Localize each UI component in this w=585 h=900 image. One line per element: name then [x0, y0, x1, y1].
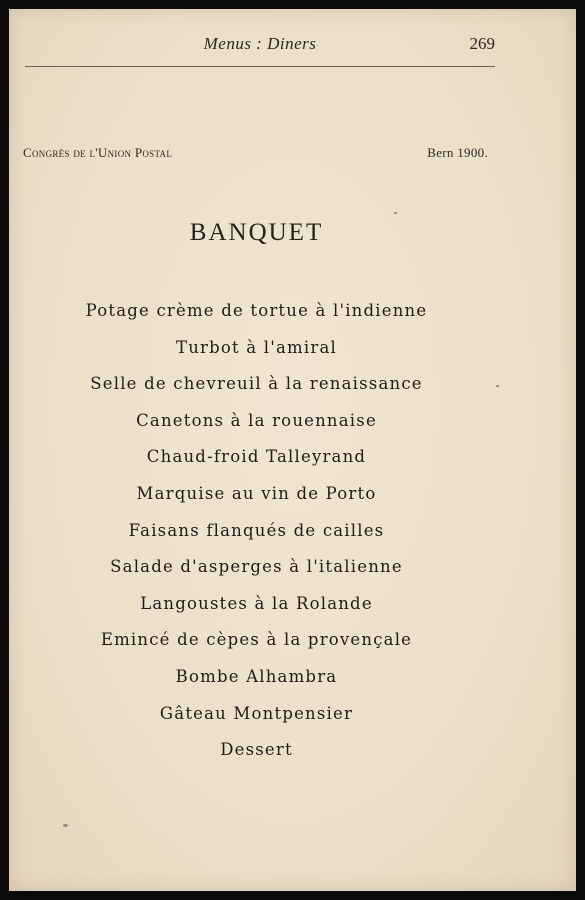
menu-item: Canetons à la rouennaise	[136, 410, 377, 430]
event-line	[23, 145, 488, 165]
menu-item: Turbot à l'amiral	[176, 337, 337, 357]
event-name: Congrès de l'Union Postal	[23, 145, 173, 160]
paper-speck	[496, 385, 499, 387]
menu-item: Selle de chevreuil à la renaissance	[90, 374, 423, 394]
book-page	[9, 9, 576, 891]
menu-item: Langoustes à la Rolande	[140, 593, 373, 613]
menu-item: Chaud-froid Talleyrand	[146, 447, 367, 467]
menu-item: Salade d'asperges à l'italienne	[110, 557, 403, 577]
menu-list	[9, 293, 504, 769]
menu-item: Gâteau Montpensier	[159, 703, 354, 723]
menu-title: BANQUET	[189, 219, 324, 246]
paper-speck	[63, 824, 68, 827]
event-place-date: Bern 1900.	[427, 145, 488, 160]
menu-item: Potage crème de tortue à l'indienne	[85, 301, 428, 320]
paper-speck	[394, 212, 397, 214]
running-head	[25, 34, 495, 67]
menu-item: Marquise au vin de Porto	[136, 483, 377, 503]
menu-item: Dessert	[220, 740, 293, 760]
menu-item: Bombe Alhambra	[175, 666, 338, 686]
menu-item: Faisans flanqués de cailles	[128, 520, 385, 540]
running-title: Menus : Diners	[203, 34, 317, 53]
menu-item: Emincé de cèpes à la provençale	[100, 630, 413, 650]
page-number: 269	[469, 34, 495, 53]
